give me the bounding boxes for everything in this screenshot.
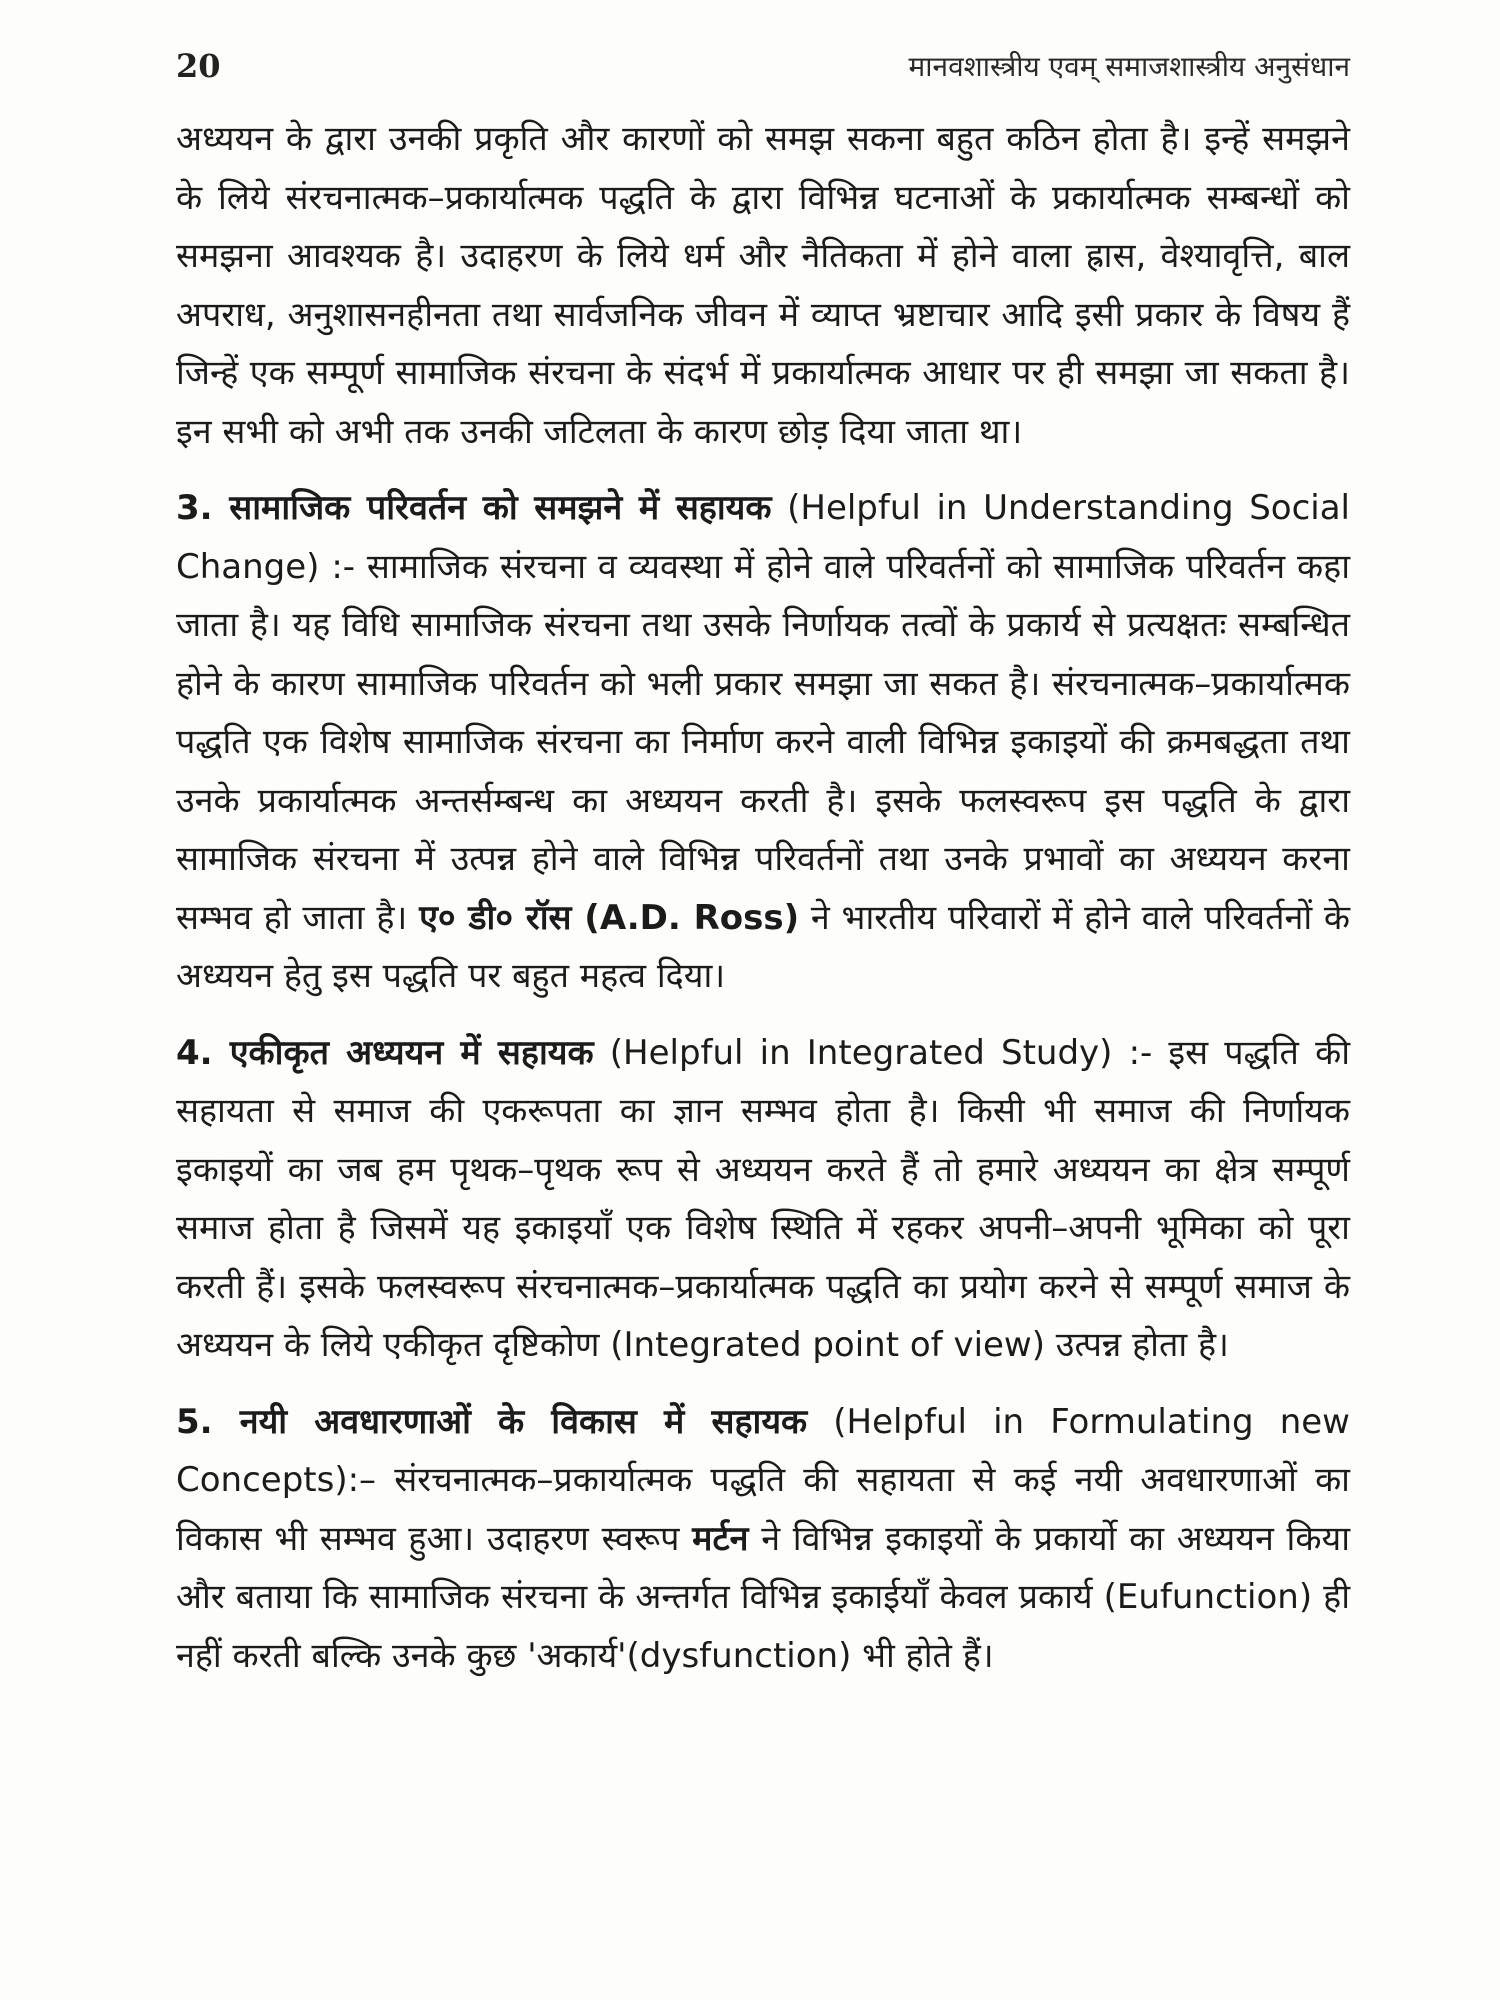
page-header: [176, 36, 1350, 96]
paragraph-text: अध्ययन के द्वारा उनकी प्रकृति और कारणों को समझ सकना बहुत कठिन होता है। इन्हें समझने के लिये संरचनात्मक–प्रकार्यात्मक पद्धति के द्वारा विभिन्न घटनाओं के प्रकार्यात्मक सम्बन्धों को समझना आवश्यक है। उदाहरण के लिये धर्म और नैतिकता में होने वाला ह्रास, वेश्यावृत्ति, बाल अपराध, अनुशासनहीनता तथा सार्वजनिक जीवन में व्याप्त भ्रष्टाचार आदि इसी प्रकार के विषय हैं जिन्हें एक सम्पूर्ण सामाजिक संरचना के संदर्भ में प्रकार्यात्मक आधार पर ही समझा जा सकता है। इन सभी को अभी तक उनकी जटिलता के कारण छोड़ दिया जाता था।: [176, 119, 1350, 452]
page-body: [176, 110, 1350, 1703]
section-heading-3: 3. सामाजिक परिवर्तन को समझने में सहायक: [176, 488, 772, 528]
section-heading-5: 5. नयी अवधारणाओं के विकास में सहायक: [176, 1401, 808, 1442]
section-heading-4: 4. एकीकृत अध्ययन में सहायक: [176, 1032, 594, 1073]
paragraph-text: ने विभिन्न इकाइयों के प्रकार्यो का अध्ययन किया और बताया कि सामाजिक संरचना के अन्तर्गत विभिन्न इकाईयाँ केवल प्रकार्य (Eufunction) ही नहीं करती बल्कि उनके कुछ 'अकार्य'(dysfunction) भी होते हैं।: [176, 1518, 1350, 1676]
paragraph-text: (Helpful in Integrated Study) :- इस पद्धति की सहायता से समाज की एकरूपता का ज्ञान सम्भव होता है। किसी भी समाज की निर्णायक इकाइयों का जब हम पृथक–पृथक रूप से अध्ययन करते हैं तो हमारे अध्ययन का क्षेत्र सम्पूर्ण समाज होता है जिसमें यह इकाइयाँ एक विशेष स्थिति में रहकर अपनी–अपनी भूमिका को पूरा करती हैं। इसके फलस्वरूप संरचनात्मक–प्रकार्यात्मक पद्धति का प्रयोग करने से सम्पूर्ण समाज के अध्ययन के लिये एकीकृत दृष्टिकोण (Integrated point of view) उत्पन्न होता है।: [176, 1032, 1350, 1365]
paragraph-text: ने भारतीय परिवारों में होने वाले परिवर्तनों के अध्ययन हेतु इस पद्धति पर बहुत महत्व दिया।: [176, 897, 1351, 996]
paragraph-text: (Helpful in Understanding Social Change) :- सामाजिक संरचना व व्यवस्था में होने वाले परिवर्तनों को सामाजिक परिवर्तन कहा जाता है। यह विधि सामाजिक संरचना तथा उसके निर्णायक तत्वों के प्रकार्य से प्रत्यक्षतः सम्बन्धित होने के कारण सामाजिक परिवर्तन को भली प्रकार समझा जा सकत है। संरचनात्मक–प्रकार्यात्मक पद्धति एक विशेष सामाजिक संरचना का निर्माण करने वाली विभिन्न इकाइयों की क्रमबद्धता तथा उनके प्रकार्यात्मक अन्तर्सम्बन्ध का अध्ययन करती है। इसके फलस्वरूप इस पद्धति के द्वारा सामाजिक संरचना में उत्पन्न होने वाले विभिन्न परिवर्तनों तथा उनके प्रभावों का अध्ययन करना सम्भव हो जाता है।: [176, 488, 1350, 938]
paragraph-integrated-study: [176, 1024, 1350, 1375]
author-name-merton: मर्टन: [692, 1518, 749, 1559]
page-number: 20: [176, 47, 221, 85]
paragraph-new-concepts: [176, 1393, 1350, 1686]
paragraph-social-change: [176, 479, 1350, 1006]
running-title: मानवशास्त्रीय एवम् समाजशास्त्रीय अनुसंधान: [908, 50, 1350, 83]
paragraph-continuation: [176, 110, 1350, 461]
author-name-ross: ए० डी० रॉस (A.D. Ross): [419, 897, 800, 938]
paragraph-text: (Helpful in Formulating new Concepts):– संरचनात्मक–प्रकार्यात्मक पद्धति की सहायता से कई नयी अवधारणाओं का विकास भी सम्भव हुआ। उदाहरण स्वरूप: [176, 1401, 1350, 1559]
